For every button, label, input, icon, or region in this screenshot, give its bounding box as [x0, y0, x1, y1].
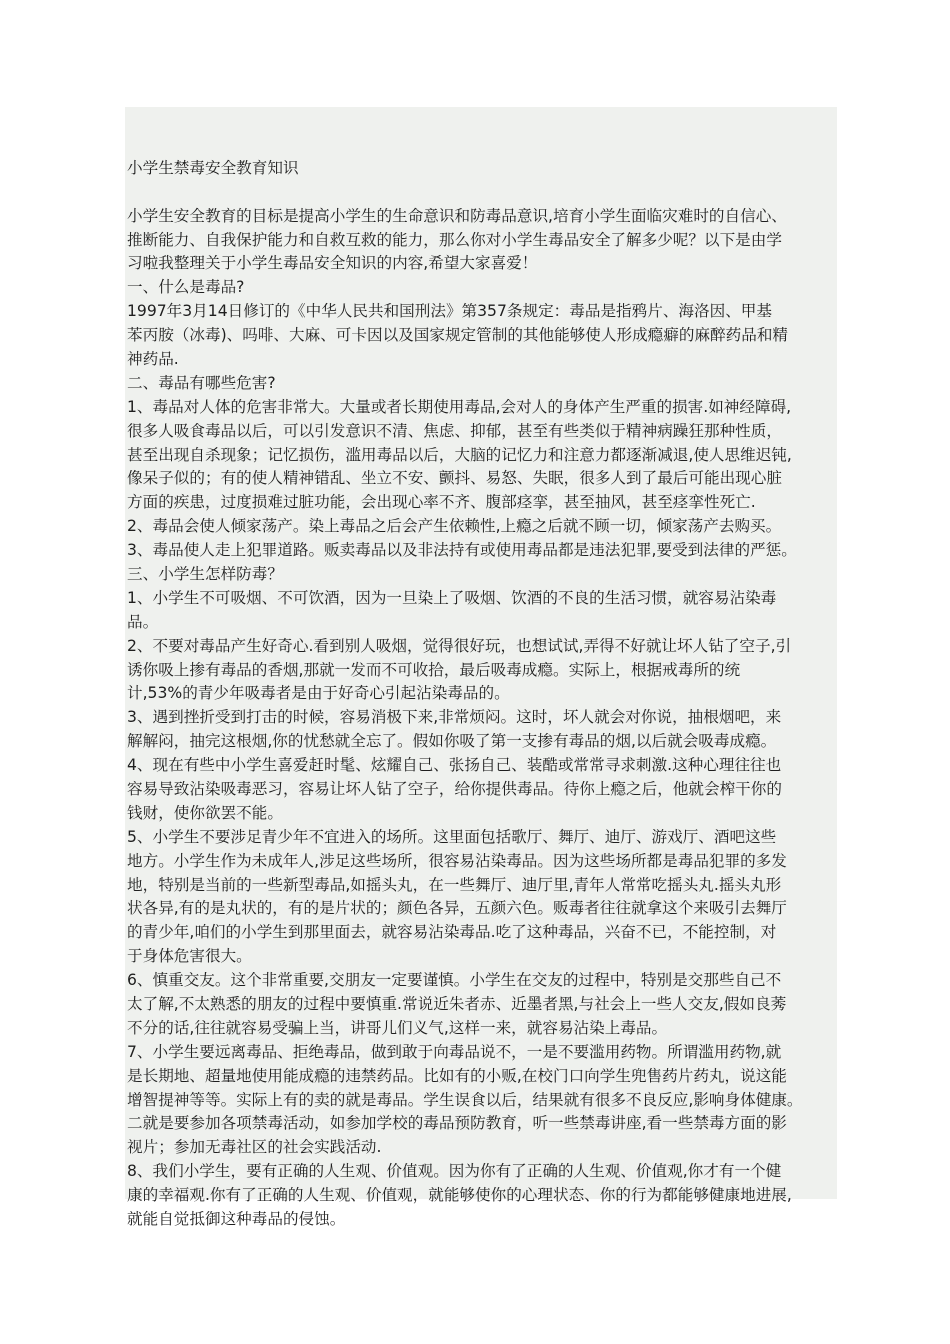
text-line: 像呆子似的；有的使人精神错乱、坐立不安、颤抖、易怒、失眠，很多人到了最后可能出现心脏	[127, 469, 782, 488]
text-line: 二就是要参加各项禁毒活动，如参加学校的毒品预防教育，听一些禁毒讲座,看一些禁毒方面的影	[127, 1114, 787, 1133]
text-line: 地方。小学生作为未成年人,涉足这些场所，很容易沾染毒品。因为这些场所都是毒品犯罪的多发	[127, 851, 787, 870]
text-line: 方面的疾患，过度损难过脏功能，会出现心率不齐、腹部痉挛，甚至抽风，甚至痉挛性死亡.	[127, 493, 756, 512]
text-line: 增智提神等等。实际上有的卖的就是毒品。学生误食以后，结果就有很多不良反应,影响身体健康。	[127, 1090, 803, 1109]
text-line: 8、我们小学生，要有正确的人生观、价值观。因为你有了正确的人生观、价值观,你才有一个健	[127, 1162, 782, 1181]
text-line: 1997年3月14日修订的《中华人民共和国刑法》第357条规定：毒品是指鸦片、海洛因、甲基	[127, 302, 772, 321]
text-line: 一、什么是毒品?	[127, 278, 245, 297]
text-line: 解解闷，抽完这根烟,你的忧愁就全忘了。假如你吸了第一支掺有毒品的烟,以后就会吸毒成瘾。	[127, 732, 777, 751]
document-title: 小学生禁毒安全教育知识	[127, 158, 299, 177]
text-line: 二、毒品有哪些危害?	[127, 373, 276, 392]
text-line: 很多人吸食毒品以后，可以引发意识不清、焦虑、抑郁，甚至有些类似于精神病躁狂那种性质，	[127, 421, 782, 440]
text-line: 4、现在有些中小学生喜爱赶时髦、炫耀自己、张扬自己、装酷或常常寻求刺激.这种心理往往也	[127, 756, 782, 775]
text-line: 视片；参加无毒社区的社会实践活动.	[127, 1138, 382, 1157]
text-line: 苯丙胺（冰毒)、吗啡、大麻、可卡因以及国家规定管制的其他能够使人形成瘾癖的麻醉药品和精	[127, 326, 789, 345]
text-line: 就能自觉抵御这种毒品的侵蚀。	[127, 1210, 346, 1229]
text-line: 于身体危害很大。	[127, 947, 252, 966]
document-body	[127, 109, 836, 1232]
text-line: 推断能力、自我保护能力和自救互救的能力，那么你对小学生毒品安全了解多少呢？以下是由学	[127, 230, 782, 249]
text-line: 康的幸福观.你有了正确的人生观、价值观，就能够使你的心理状态、你的行为都能够健康地进展,	[127, 1186, 792, 1205]
text-line: 地，特别是当前的一些新型毒品,如摇头丸，在一些舞厅、迪厅里,青年人常常吃摇头丸.摇头丸形	[127, 875, 782, 894]
text-line: 习啦我整理关于小学生毒品安全知识的内容,希望大家喜爱！	[127, 254, 538, 273]
text-line: 太了解,不太熟悉的朋友的过程中要慎重.常说近朱者赤、近墨者黑,与社会上一些人交友,假如良莠	[127, 995, 787, 1013]
text-line: 容易导致沾染吸毒恶习，容易让坏人钻了空子，给你提供毒品。待你上瘾之后，他就会榨干你的	[127, 779, 782, 798]
text-line: 不分的话,往往就容易受骗上当，讲哥儿们义气,这样一来，就容易沾染上毒品。	[127, 1018, 668, 1037]
text-line: 状各异,有的是丸状的，有的是片状的；颜色各异，五颜六色。贩毒者往往就拿这个来吸引去舞厅	[127, 899, 787, 918]
text-line: 三、小学生怎样防毒？	[127, 564, 283, 583]
text-line: 6、慎重交友。这个非常重要,交朋友一定要谨慎。小学生在交友的过程中，特别是交那些自己不	[127, 971, 782, 990]
text-line: 7、小学生要远离毒品、拒绝毒品，做到敢于向毒品说不，一是不要滥用药物。所谓滥用药物,就	[127, 1042, 782, 1061]
text-line: 钱财，使你欲罢不能。	[127, 803, 283, 822]
text-line: 1、毒品对人体的危害非常大。大量或者长期使用毒品,会对人的身体产生严重的损害.如神经障碍,	[127, 397, 792, 416]
text-line: 5、小学生不要涉足青少年不宜进入的场所。这里面包括歌厅、舞厅、迪厅、游戏厅、酒吧这些	[127, 827, 777, 846]
text-line: 2、不要对毒品产生好奇心.看到别人吸烟，觉得很好玩，也想试试,弄得不好就让坏人钻了空子,引	[127, 636, 792, 655]
text-line: 小学生安全教育的目标是提高小学生的生命意识和防毒品意识,培育小学生面临灾难时的自信心、	[127, 206, 787, 225]
text-line: 3、遇到挫折受到打击的时候，容易消极下来,非常烦闷。这时，坏人就会对你说，抽根烟吧，来	[127, 708, 782, 727]
text-line: 品。	[127, 612, 159, 631]
text-line: 是长期地、超量地使用能成瘾的违禁药品。比如有的小贩,在校门口向学生兜售药片药丸，说这能	[127, 1066, 787, 1085]
text-line: 诱你吸上掺有毒品的香烟,那就一发而不可收拾，最后吸毒成瘾。实际上，根据戒毒所的统	[127, 660, 741, 679]
text-line: 的青少年,咱们的小学生到那里面去，就容易沾染毒品.吃了这种毒品，兴奋不已，不能控制，对	[127, 923, 777, 942]
text-line: 计,53%的青少年吸毒者是由于好奇心引起沾染毒品的。	[127, 684, 510, 703]
text-line: 神药品.	[127, 349, 179, 368]
text-line: 2、毒品会使人倾家荡产。染上毒品之后会产生依赖性,上瘾之后就不顾一切，倾家荡产去购买。	[127, 517, 782, 536]
text-line: 3、毒品使人走上犯罪道路。贩卖毒品以及非法持有或使用毒品都是违法犯罪,要受到法律的严惩。	[127, 541, 797, 560]
text-line: 甚至出现自杀现象；记忆损伤，滥用毒品以后，大脑的记忆力和注意力都逐渐减退,使人思维迟钝,	[127, 445, 792, 464]
text-line: 1、小学生不可吸烟、不可饮酒，因为一旦染上了吸烟、饮酒的不良的生活习惯，就容易沾染毒	[127, 588, 777, 607]
